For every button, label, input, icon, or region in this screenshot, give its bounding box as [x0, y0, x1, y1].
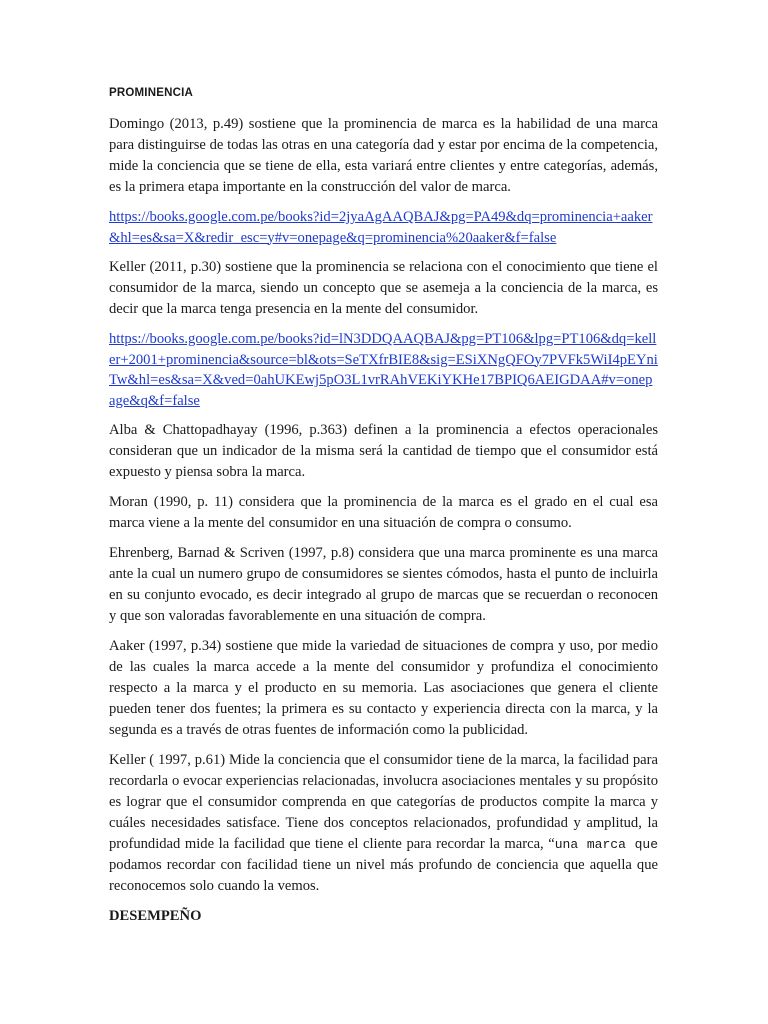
paragraph-keller-1997: [109, 750, 658, 897]
heading-desempeno: DESEMPEÑO: [109, 908, 202, 924]
document-page: [109, 84, 658, 927]
paragraph-moran: Moran (1990, p. 11) considera que la prominencia de la marca es el grado en el cual esa marca viene a la mente del consumidor en una situación de compra o consumo.: [109, 494, 658, 531]
paragraph-keller-2011: Keller (2011, p.30) sostiene que la prominencia se relaciona con el conocimiento que tiene el consumidor de la marca, siendo un concepto que se asemeja a la conciencia de la marca, es decir que la marca tenga presencia en la mente del consumidor.: [109, 259, 658, 317]
paragraph-alba: Alba & Chattopadhayay (1996, p.363) definen a la prominencia a efectos operacionales consideran que un indicador de la misma será la cantidad de tiempo que el consumidor está expuesto y piensa sobra la marca.: [109, 422, 658, 480]
paragraph-keller-1997-end: podamos recordar con facilidad tiene un nivel más profundo de conciencia que aquella que reconocemos solo cuando la vemos.: [109, 857, 658, 894]
paragraph-keller-1997-start: Keller ( 1997, p.61) Mide la conciencia que el consumidor tiene de la marca, la facilidad para recordarla o evocar experiencias relacionadas, involucra asociaciones mentales y su propósito es lograr que el consumidor comprenda en que categorías de productos compite la marca y cuáles necesidades satisface. Tiene dos conceptos relacionados, profundidad y amplitud, la profundidad mide la facilidad que tiene el cliente para recordar la marca, “: [109, 752, 658, 852]
link-google-books-aaker[interactable]: https://books.google.com.pe/books?id=2jyaAgAAQBAJ&pg=PA49&dq=prominencia+aaker&hl=es&sa=X&redir_esc=y#v=onepage&q=prominencia%20aaker&f=false: [109, 209, 653, 246]
paragraph-ehrenberg: Ehrenberg, Barnad & Scriven (1997, p.8) considera que una marca prominente es una marca ante la cual un numero grupo de consumidores se sientes cómodos, hasta el punto de incluirla en su conjunto evocado, es decir integrado al grupo de marcas que se recuerdan o reconocen y que son valoradas favorablemente en una situación de compra.: [109, 545, 658, 624]
paragraph-domingo: Domingo (2013, p.49) sostiene que la prominencia de marca es la habilidad de una marca para distinguirse de todas las otras en una categoría dad y estar por encima de la competencia, mide la conciencia que se tiene de ella, esta variará entre clientes y entre categorías, además, es la primera etapa importante en la construcción del valor de marca.: [109, 116, 658, 195]
paragraph-keller-1997-quote: una marca que: [554, 837, 658, 852]
heading-prominencia: PROMINENCIA: [109, 87, 193, 99]
link-google-books-keller[interactable]: https://books.google.com.pe/books?id=lN3DDQAAQBAJ&pg=PT106&lpg=PT106&dq=keller+2001+prominencia&source=bl&ots=SeTXfrBIE8&sig=ESiXNgQFOy7PVFk5WiI4pEYniTw&hl=es&sa=X&ved=0ahUKEwj5pO3L1vrRAhVEKiYKHe17BPIQ6AEIGDAA#v=onepage&q&f=false: [109, 331, 658, 409]
paragraph-aaker: Aaker (1997, p.34) sostiene que mide la variedad de situaciones de compra y uso, por medio de las cuales la marca accede a la mente del consumidor y profundiza el conocimiento respecto a la marca y el producto en su memoria. Las asociaciones que genera el cliente pueden tener dos fuentes; la primera es su contacto y experiencia directa con la marca, y la segunda es a través de otras fuentes de información como la publicidad.: [109, 638, 658, 738]
